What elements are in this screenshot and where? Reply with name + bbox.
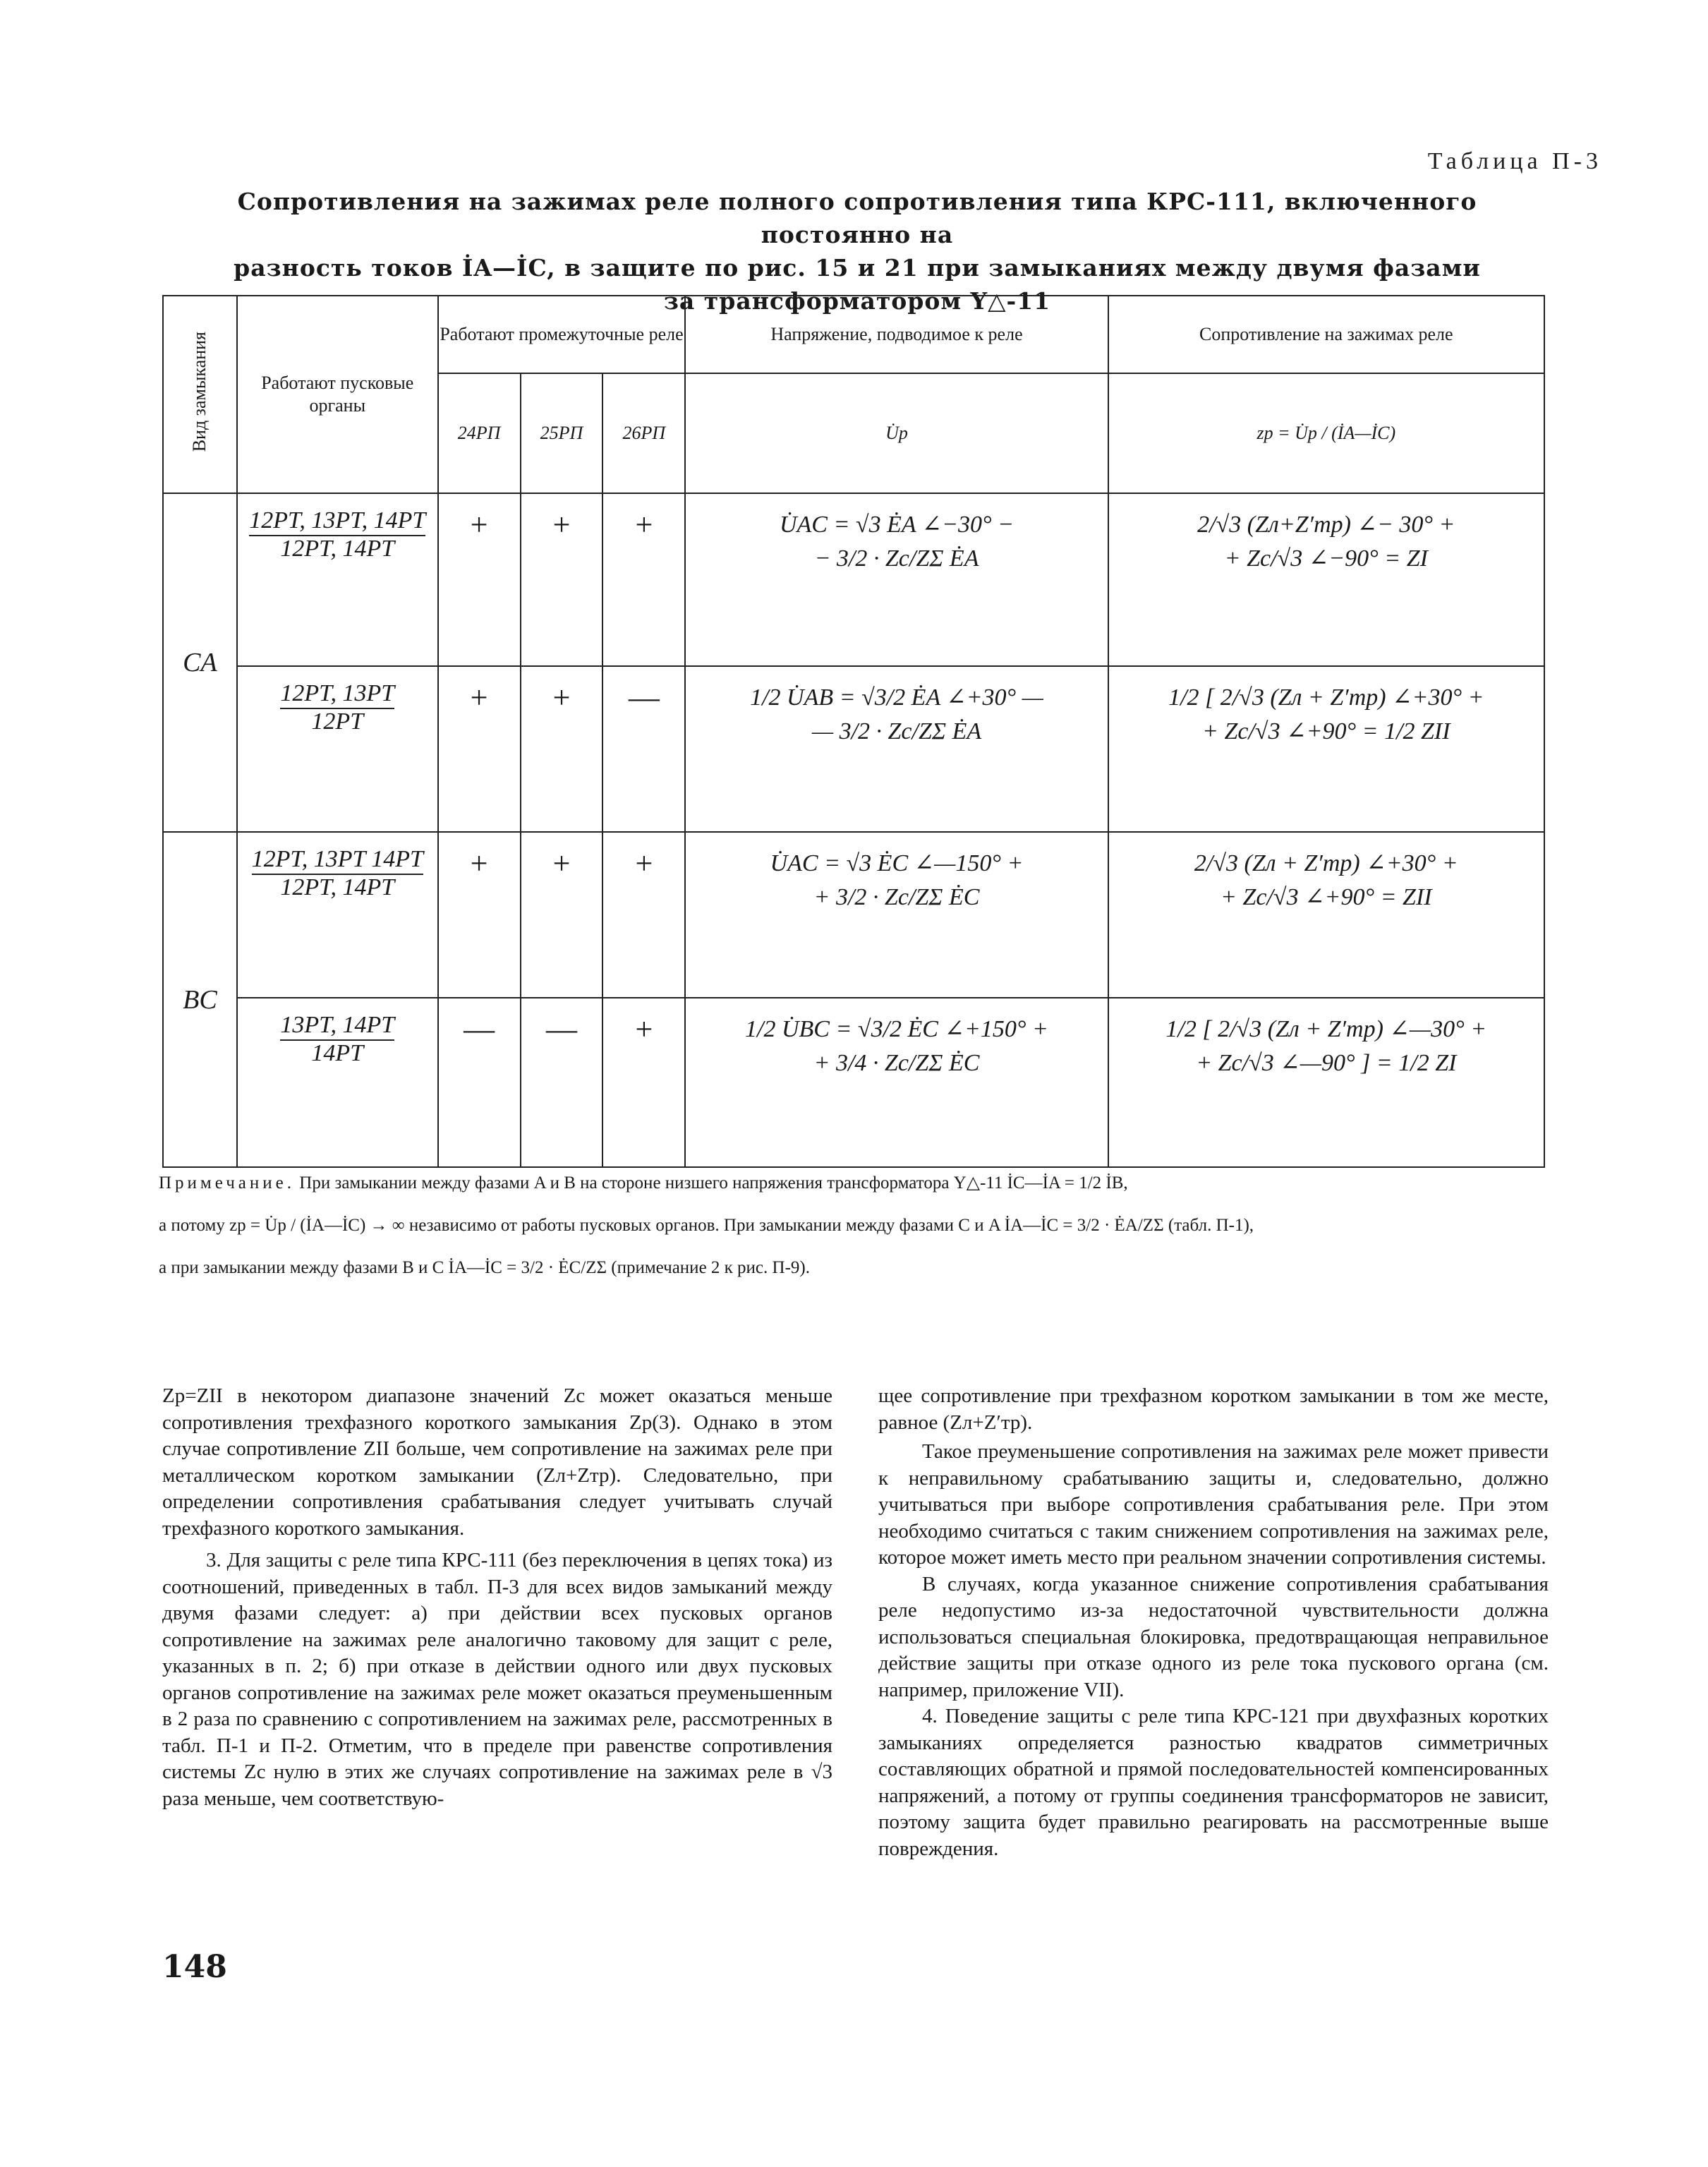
table-row [163,998,1544,1167]
relay-25-state: — [521,998,603,1167]
paragraph: Такое преуменьшение сопротивления на зажимах реле может привести к неправильному срабатыванию защиты и, следовательно, должно учитываться при выборе сопротивления срабатывания реле. При этом необходимо считаться с таким снижением сопротивления на зажимах реле, которое может иметь место при реальном значении сопротивления системы. [878,1440,1549,1569]
table-row [163,832,1544,998]
relay-26-state: + [602,832,685,998]
note-line-1 [159,1171,1556,1195]
kind-cell: CA [163,493,237,832]
left-column [162,1383,832,1812]
note-line-3: а при замыкании между фазами B и C İA—İC = 3/2 · ĖC/ZΣ (примечание 2 к рис. П-9). [159,1258,810,1277]
header-intermediate-relays: Работают промежуточные реле [438,296,686,373]
caption-line: Сопротивления на зажимах реле полного сопротивления типа КРС-111, включенного постоянно на [237,188,1477,248]
formula-line: 1/2 U̇AB = √3/2 ĖA ∠+30° — [750,684,1043,711]
voltage-formula [685,493,1108,666]
header-start-organs: Работают пусковые органы [237,296,438,493]
relay-24-state: + [438,493,521,666]
formula-line: 1/2 U̇BC = √3/2 ĖC ∠+150° + [745,1016,1048,1042]
note-line-2: а потому zp = U̇p / (İA—İC) → ∞ независимо от работы пусковых органов. При замыкании между фазами C и A İA—İC = 3/2 · ĖA/ZΣ (табл. П-1), [159,1216,1254,1235]
formula-line: 2/√3 (Zл+Z′тр) ∠− 30° + [1197,512,1455,538]
header-relay-25: 25РП [521,373,603,493]
header-voltage-symbol: U̇p [685,373,1108,493]
formula-line: + 3/2 · Zc/ZΣ ĖC [813,884,980,910]
relay-24-state: + [438,832,521,998]
table-note [159,1171,1556,1280]
caption-line: за трансформатором Y△-11 [663,287,1051,315]
header-voltage: Напряжение, подводимое к реле [685,296,1108,373]
header-relay-26: 26РП [602,373,685,493]
formula-line: + Zc/√3 ∠+90° = ZII [1221,884,1432,910]
resistance-formula [1108,832,1544,998]
relay-24-state: + [438,666,521,832]
note-label: Примечание. [159,1173,296,1193]
formula-line: + Zc/√3 ∠−90° = ZI [1224,545,1428,572]
paragraph: В случаях, когда указанное снижение сопротивления срабатывания реле недопустимо из-за недостаточной чувствительности должна использоваться специальная блокировка, предотвращающая неправильное действие защиты при отказе одного из реле тока пускового органа (см. например, приложение VII). [878,1572,1549,1701]
caption-line: разность токов İA—İC, в защите по рис. 15 и 21 при замыканиях между двумя фазами [234,254,1481,282]
formula-line: — 3/2 · Zc/ZΣ ĖA [811,718,982,744]
header-resistance-formula: zp = U̇p / (İA—İC) [1108,373,1544,493]
paragraph: 3. Для защиты с реле типа КРС-111 (без переключения в цепях тока) из соотношений, приведенных в табл. П-3 для всех видов замыканий между двумя фазами следует: а) при действии всех пусковых органов сопротивление на зажимах реле аналогично таковому для защит с реле, указанных в п. 2; б) при отказе в действии одного или двух пусковых органов сопротивление на зажимах реле может оказаться преуменьшенным в 2 раза по сравнению с сопротивлением на зажимах реле, рассмотренных в табл. П-1 и П-2. Отметим, что в пределе при равенстве сопротивления системы Zc нулю в этих же случаях сопротивление на зажимах реле в √3 раза меньше, чем соответствую- [162,1549,832,1810]
header-kind: Вид замыкания [163,296,237,493]
paragraph: щее сопротивление при трехфазном коротком замыкании в том же месте, равное (Zл+Z′тр). [878,1384,1549,1434]
table-row [163,666,1544,832]
organs-bottom: 12PT [311,708,364,735]
right-column [878,1383,1549,1862]
table-header-row [163,296,1544,373]
header-resistance: Сопротивление на зажимах реле [1108,296,1544,373]
relay-25-state: + [521,666,603,832]
organs-top: 12PT, 13PT [280,681,394,709]
note-text: При замыкании между фазами A и B на стороне низшего напряжения трансформатора Y△-11 İC—İA = 1/2 İB, [299,1173,1128,1193]
organs-bottom: 12PT, 14PT [280,536,395,562]
resistance-formula [1108,998,1544,1167]
relay-26-state: + [602,493,685,666]
formula-line: + 3/4 · Zc/ZΣ ĖC [813,1050,980,1076]
organs-cell [237,666,438,832]
organs-top: 12PT, 13PT 14PT [252,847,423,875]
resistance-table [162,295,1545,1168]
paragraph: 4. Поведение защиты с реле типа КРС-121 при двухфазных коротких замыканиях определяется разностью квадратов симметричных составляющих обратной и прямой последовательностей компенсированных напряжений, а потому от группы соединения трансформаторов не зависит, поэтому защита будет правильно реагировать на рассмотренные выше повреждения. [878,1705,1549,1860]
paragraph: Zp=ZII в некотором диапазоне значений Zc может оказаться меньше сопротивления трехфазного короткого замыкания Zp(3). Однако в этом случае сопротивление ZII больше, чем сопротивление на зажимах реле при металлическом коротком замыкании (Zл+Zтр). Следовательно, при определении сопротивления срабатывания следует учитывать случай трехфазного короткого замыкания. [162,1384,832,1540]
formula-line: − 3/2 · Zc/ZΣ ĖA [814,545,979,572]
organs-bottom: 12PT, 14PT [280,874,395,900]
organs-bottom: 14PT [311,1040,364,1066]
table-number: Таблица П-3 [1427,148,1602,174]
relay-25-state: + [521,832,603,998]
formula-line: U̇AC = √3 ĖC ∠—150° + [770,850,1024,876]
formula-line: + Zc/√3 ∠—90° ] = 1/2 ZI [1196,1050,1457,1076]
formula-line: 1/2 [ 2/√3 (Zл + Z′тр) ∠+30° + [1168,684,1484,711]
organs-top: 12PT, 13PT, 14PT [249,508,425,536]
relay-25-state: + [521,493,603,666]
relay-26-state: — [602,666,685,832]
organs-cell [237,493,438,666]
formula-line: 2/√3 (Zл + Z′тр) ∠+30° + [1194,850,1458,876]
kind-cell: BC [163,832,237,1167]
voltage-formula [685,998,1108,1167]
voltage-formula [685,666,1108,832]
organs-top: 13PT, 14PT [280,1013,394,1041]
organs-cell [237,998,438,1167]
page-number: 148 [162,1949,227,1985]
header-relay-24: 24РП [438,373,521,493]
resistance-formula [1108,666,1544,832]
formula-line: 1/2 [ 2/√3 (Zл + Z′тр) ∠—30° + [1165,1016,1487,1042]
formula-line: U̇AC = √3 ĖA ∠−30° − [779,512,1014,538]
relay-24-state: — [438,998,521,1167]
relay-26-state: + [602,998,685,1167]
voltage-formula [685,832,1108,998]
resistance-formula [1108,493,1544,666]
formula-line: + Zc/√3 ∠+90° = 1/2 ZII [1202,718,1450,744]
organs-cell [237,832,438,998]
table-row [163,493,1544,666]
